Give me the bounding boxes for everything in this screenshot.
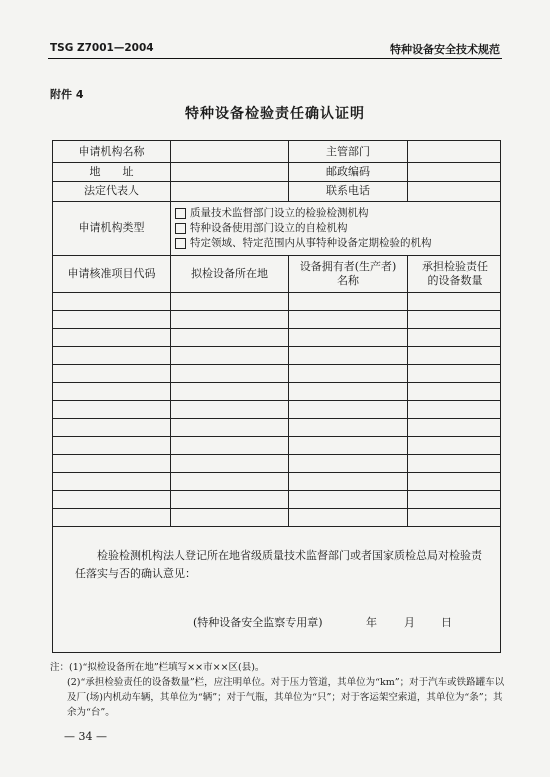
type-label: 申请机构类型 <box>78 221 145 234</box>
checkbox-icon[interactable] <box>175 238 186 249</box>
row-divider <box>53 328 500 329</box>
col-divider <box>288 255 289 526</box>
confirmation-text: 检验检测机构法人登记所在地省级质量技术监督部门或者国家质检总局对检验责任落实与否的确认意见： <box>75 549 482 580</box>
col-header-quantity: 承担检验责任的设备数量 <box>422 259 488 287</box>
address-field[interactable] <box>171 162 288 181</box>
col-header-location: 拟检设备所在地 <box>191 266 268 280</box>
row-divider <box>53 400 500 401</box>
row-divider <box>53 472 500 473</box>
row-divider <box>53 418 500 419</box>
row-divider <box>53 490 500 491</box>
spec-name: 特种设备安全技术规范 <box>390 43 500 56</box>
type-option[interactable]: 特种设备使用部门设立的自检机构 <box>175 221 495 236</box>
type-options <box>175 206 495 251</box>
dept-field[interactable] <box>408 141 500 162</box>
phone-field[interactable] <box>408 181 500 201</box>
checkbox-icon[interactable] <box>175 223 186 234</box>
footnote: (2)“承担检验责任的设备数量”栏，应注明单位。对于压力管道，其单位为“km”；对于汽车或铁路罐车以及厂(场)内机动车辆，其单位为“辆”；对于气瓶，其单位为“只”；对于客运架空索道，其单位为“条”；其余为“台”。 <box>67 677 505 718</box>
postcode-label: 邮政编码 <box>326 164 370 178</box>
footnote: 注：(1)“拟检设备所在地”栏填写××市××区(县)。 <box>50 662 265 673</box>
address-label: 地 址 <box>89 164 134 178</box>
applicant-name-field[interactable] <box>171 141 288 162</box>
attachment-label: 附件 4 <box>50 88 84 101</box>
type-option[interactable]: 质量技术监督部门设立的检验检测机构 <box>175 206 495 221</box>
postcode-field[interactable] <box>408 162 500 181</box>
checkbox-icon[interactable] <box>175 208 186 219</box>
page-title: 特种设备检验责任确认证明 <box>185 106 365 122</box>
row-divider <box>53 346 500 347</box>
standard-code: TSG Z7001—2004 <box>50 42 154 54</box>
page-number: — 34 — <box>64 730 107 743</box>
legal-rep-label: 法定代表人 <box>84 184 139 197</box>
row-divider <box>53 382 500 383</box>
col-divider <box>170 255 171 526</box>
month-label: 月 <box>404 616 415 629</box>
year-label: 年 <box>366 616 377 629</box>
applicant-name-label: 申请机构名称 <box>78 144 145 158</box>
col-divider <box>170 201 171 255</box>
confirmation-form <box>52 140 501 653</box>
col-header-owner: 设备拥有者(生产者)名称 <box>299 259 397 287</box>
legal-rep-field[interactable] <box>171 181 288 201</box>
day-label: 日 <box>441 616 452 629</box>
footnotes <box>50 660 510 720</box>
row-divider <box>53 436 500 437</box>
row-divider <box>53 310 500 311</box>
col-header-project-code: 申请核准项目代码 <box>67 266 156 280</box>
header-rule <box>48 58 502 59</box>
stamp-label: (特种设备安全监察专用章) <box>193 616 323 629</box>
row-divider <box>53 364 500 365</box>
type-option[interactable]: 特定领域、特定范围内从事特种设备定期检验的机构 <box>175 236 495 251</box>
row-divider <box>53 454 500 455</box>
row-divider <box>53 508 500 509</box>
phone-label: 联系电话 <box>326 184 370 197</box>
row-divider <box>53 526 500 527</box>
dept-label: 主管部门 <box>326 144 370 158</box>
row-divider <box>53 292 500 293</box>
col-divider <box>407 255 408 526</box>
